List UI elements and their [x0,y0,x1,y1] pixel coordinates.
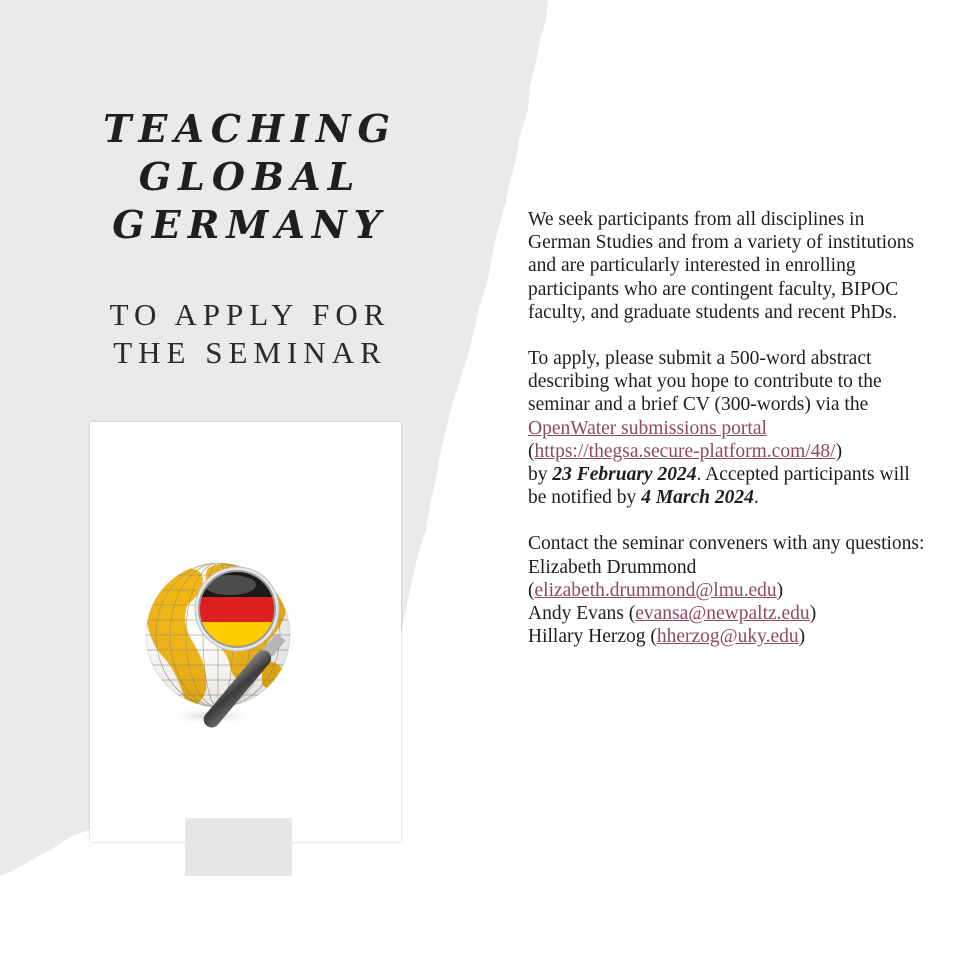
photo-card [90,422,401,842]
apply-text: To apply, please submit a 500-word abstract describing what you hope to contribute to the seminar and a brief CV (300-words) via the [528,348,882,416]
convener-name: Hillary Herzog [528,626,646,648]
convener-name: Elizabeth Drummond [528,556,697,578]
tape-strip [185,818,292,876]
convener-email-link[interactable]: elizabeth.drummond@lmu.edu [534,579,777,601]
subtitle-line: TO APPLY FOR [109,297,391,332]
period: . [753,487,759,509]
subtitle-line: THE SEMINAR [113,335,387,370]
convener-email-link[interactable]: hherzog@uky.edu [656,626,799,648]
convener-name: Andy Evans [528,603,624,625]
contact-paragraph: Contact the seminar conveners with any questions: Elizabeth Drummond (elizabeth.drummond@lmu.edu) Andy Evans (evansa@newpaltz.edu) Hillary Herzog (hherzog@uky.edu) [528,533,925,648]
title-line: GERMANY [112,202,388,247]
intro-paragraph: We seek participants from all disciplines in German Studies and from a variety of institutions and are particularly interested in enrolling participants who are contingent faculty, BIPOC faculty, and graduate students and recent PhDs. [528,209,915,323]
page-subtitle [60,296,440,372]
notify-date: 4 March 2024 [641,487,754,509]
convener-email-link[interactable]: evansa@newpaltz.edu [635,603,810,625]
contact-intro: Contact the seminar conveners with any questions: [528,533,925,555]
paren: ) [835,440,843,462]
portal-link[interactable]: OpenWater submissions portal [528,417,767,439]
title-line: GLOBAL [138,154,362,199]
deadline-date: 23 February 2024 [552,464,697,486]
globe-magnifier-germany-flag-icon [90,422,401,842]
notify-text: . Accepted participants will be notified by [528,464,910,509]
apply-paragraph [528,347,928,509]
paren: ( [528,440,535,462]
page-title [60,105,440,249]
body-text [528,208,928,671]
by-text: by [528,464,553,486]
portal-url-link[interactable]: https://thegsa.secure-platform.com/48/ [534,440,836,462]
title-line: TEACHING [103,106,397,151]
